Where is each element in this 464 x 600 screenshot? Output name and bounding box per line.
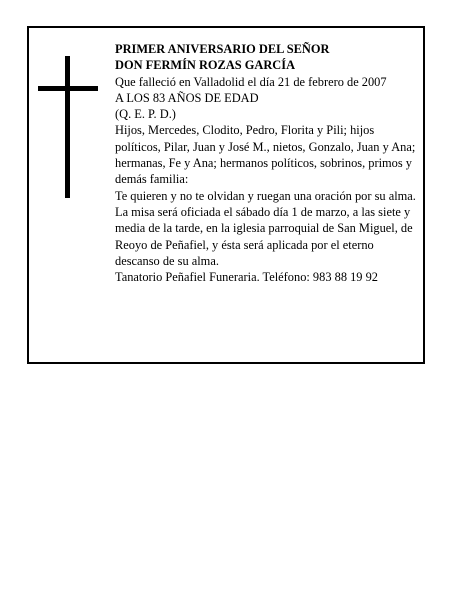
- cross-icon: [38, 56, 98, 198]
- notice-heading-line1: PRIMER ANIVERSARIO DEL SEÑOR: [115, 42, 330, 56]
- family-list: Hijos, Mercedes, Clodito, Pedro, Florita y Pili; hijos políticos, Pilar, Juan y José M., nietos, Gonzalo, Juan y Ana; hermanas, Fe y Ana; hermanos políticos, sobrinos, primos y demás familia:: [115, 123, 416, 187]
- cross-vertical-bar: [65, 56, 70, 198]
- obituary-notice: [27, 26, 425, 364]
- notice-heading-line2: DON FERMÍN ROZAS GARCÍA: [115, 58, 296, 73]
- remembrance-line: Te quieren y no te olvidan y ruegan una oración por su alma.: [115, 188, 416, 203]
- death-info: Que falleció en Valladolid el día 21 de febrero de 2007: [115, 74, 387, 89]
- funeral-home-info: Tanatorio Peñafiel Funeraria. Teléfono: 983 88 19 92: [115, 270, 378, 285]
- notice-text: [115, 41, 421, 285]
- age-line: A LOS 83 AÑOS DE EDAD: [115, 90, 259, 105]
- cross-horizontal-bar: [38, 86, 98, 91]
- rip-line: (Q. E. P. D.): [115, 107, 176, 122]
- mass-info: La misa será oficiada el sábado día 1 de marzo, a las siete y media de la tarde, en la iglesia parroquial de San Miguel, de Reoyo de Peñafiel, y ésta será aplicada por el eterno descanso de su alma.: [115, 204, 413, 268]
